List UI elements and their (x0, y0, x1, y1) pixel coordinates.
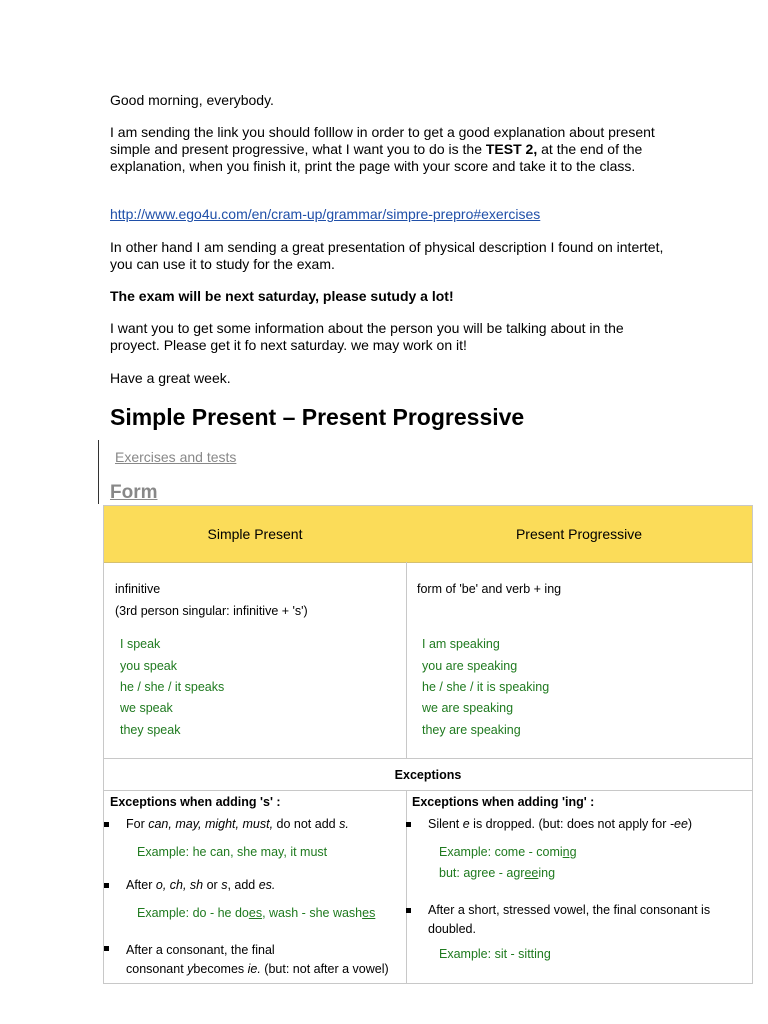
example-line: they are speaking (422, 723, 521, 737)
example-modal-verbs: Example: he can, she may, it must (137, 845, 328, 859)
bullet-icon (406, 822, 411, 827)
example-line: he / she / it speaks (120, 680, 225, 694)
bullet-icon (104, 822, 109, 827)
greeting: Good morning, everybody. (110, 92, 274, 108)
example-line: we are speaking (422, 701, 514, 715)
exception-add-es: After o, ch, sh or s, add es. (126, 878, 276, 892)
example-line: you are speaking (422, 659, 518, 673)
simple-present-cell (104, 562, 407, 758)
exceptions-s-heading: Exceptions when adding 's' : (110, 795, 281, 809)
header-present-progressive: Present Progressive (406, 506, 752, 563)
bullet-icon (406, 908, 411, 913)
example-agree: but: agree - agreeing (439, 866, 556, 880)
exam-notice: The exam will be next saturday, please sutudy a lot! (110, 288, 454, 304)
divider-line (98, 440, 99, 504)
page-title: Simple Present – Present Progressive (110, 404, 525, 430)
exercises-link[interactable]: Exercises and tests (115, 449, 237, 465)
example-silent-e: Example: come - coming (439, 845, 577, 859)
email-paragraph-2: In other hand I am sending a great presentation of physical description I found on intertet, you can use it to study for the exam. (110, 239, 664, 272)
example-line: I speak (120, 637, 161, 651)
exceptions-row: Exceptions (104, 758, 752, 791)
exception-double-consonant: After a short, stressed vowel, the final consonant is doubled. (428, 903, 711, 936)
exception-silent-e: Silent e is dropped. (but: does not apply for -ee) (428, 817, 693, 831)
form-heading[interactable]: Form (110, 482, 158, 503)
rule-third-person: (3rd person singular: infinitive + 's') (115, 604, 308, 618)
explanation-link[interactable]: http://www.ego4u.com/en/cram-up/grammar/simpre-prepro#exercises (110, 206, 541, 222)
closing: Have a great week. (110, 370, 231, 386)
exceptions-s-cell (104, 791, 407, 983)
example-line: we speak (120, 701, 173, 715)
rule-infinitive: infinitive (115, 582, 161, 596)
email-paragraph-3: I want you to get some information about the person you will be talking about in the proyect. Please get it fo next saturday. we may work on it! (110, 320, 624, 353)
example-line: you speak (120, 659, 177, 673)
example-add-es: Example: do - he does, wash - she washes (137, 906, 376, 920)
exceptions-ing-cell (406, 791, 752, 983)
example-line: he / she / it is speaking (422, 680, 550, 694)
exceptions-ing-heading: Exceptions when adding 'ing' : (412, 795, 595, 809)
example-line: they speak (120, 723, 181, 737)
bullet-icon (104, 883, 109, 888)
rule-be-ing: form of 'be' and verb + ing (417, 582, 562, 596)
exception-modal-verbs: For can, may, might, must, do not add s. (126, 817, 349, 831)
grammar-table (103, 505, 753, 984)
example-line: I am speaking (422, 637, 500, 651)
bullet-icon (104, 946, 109, 951)
header-simple-present: Simple Present (104, 506, 407, 563)
example-double-consonant: Example: sit - sitting (439, 947, 551, 961)
email-paragraph-1: I am sending the link you should folllow in order to get a good explanation about present simple and present progressive, what I want you to do is the TEST 2, at the end of the explanation, when you finish it, print the page with your score and take it to the class. (110, 124, 655, 174)
present-progressive-cell (406, 562, 752, 758)
exception-y-to-ie: After a consonant, the final consonant ybecomes ie. (but: not after a vowel) (126, 943, 389, 976)
